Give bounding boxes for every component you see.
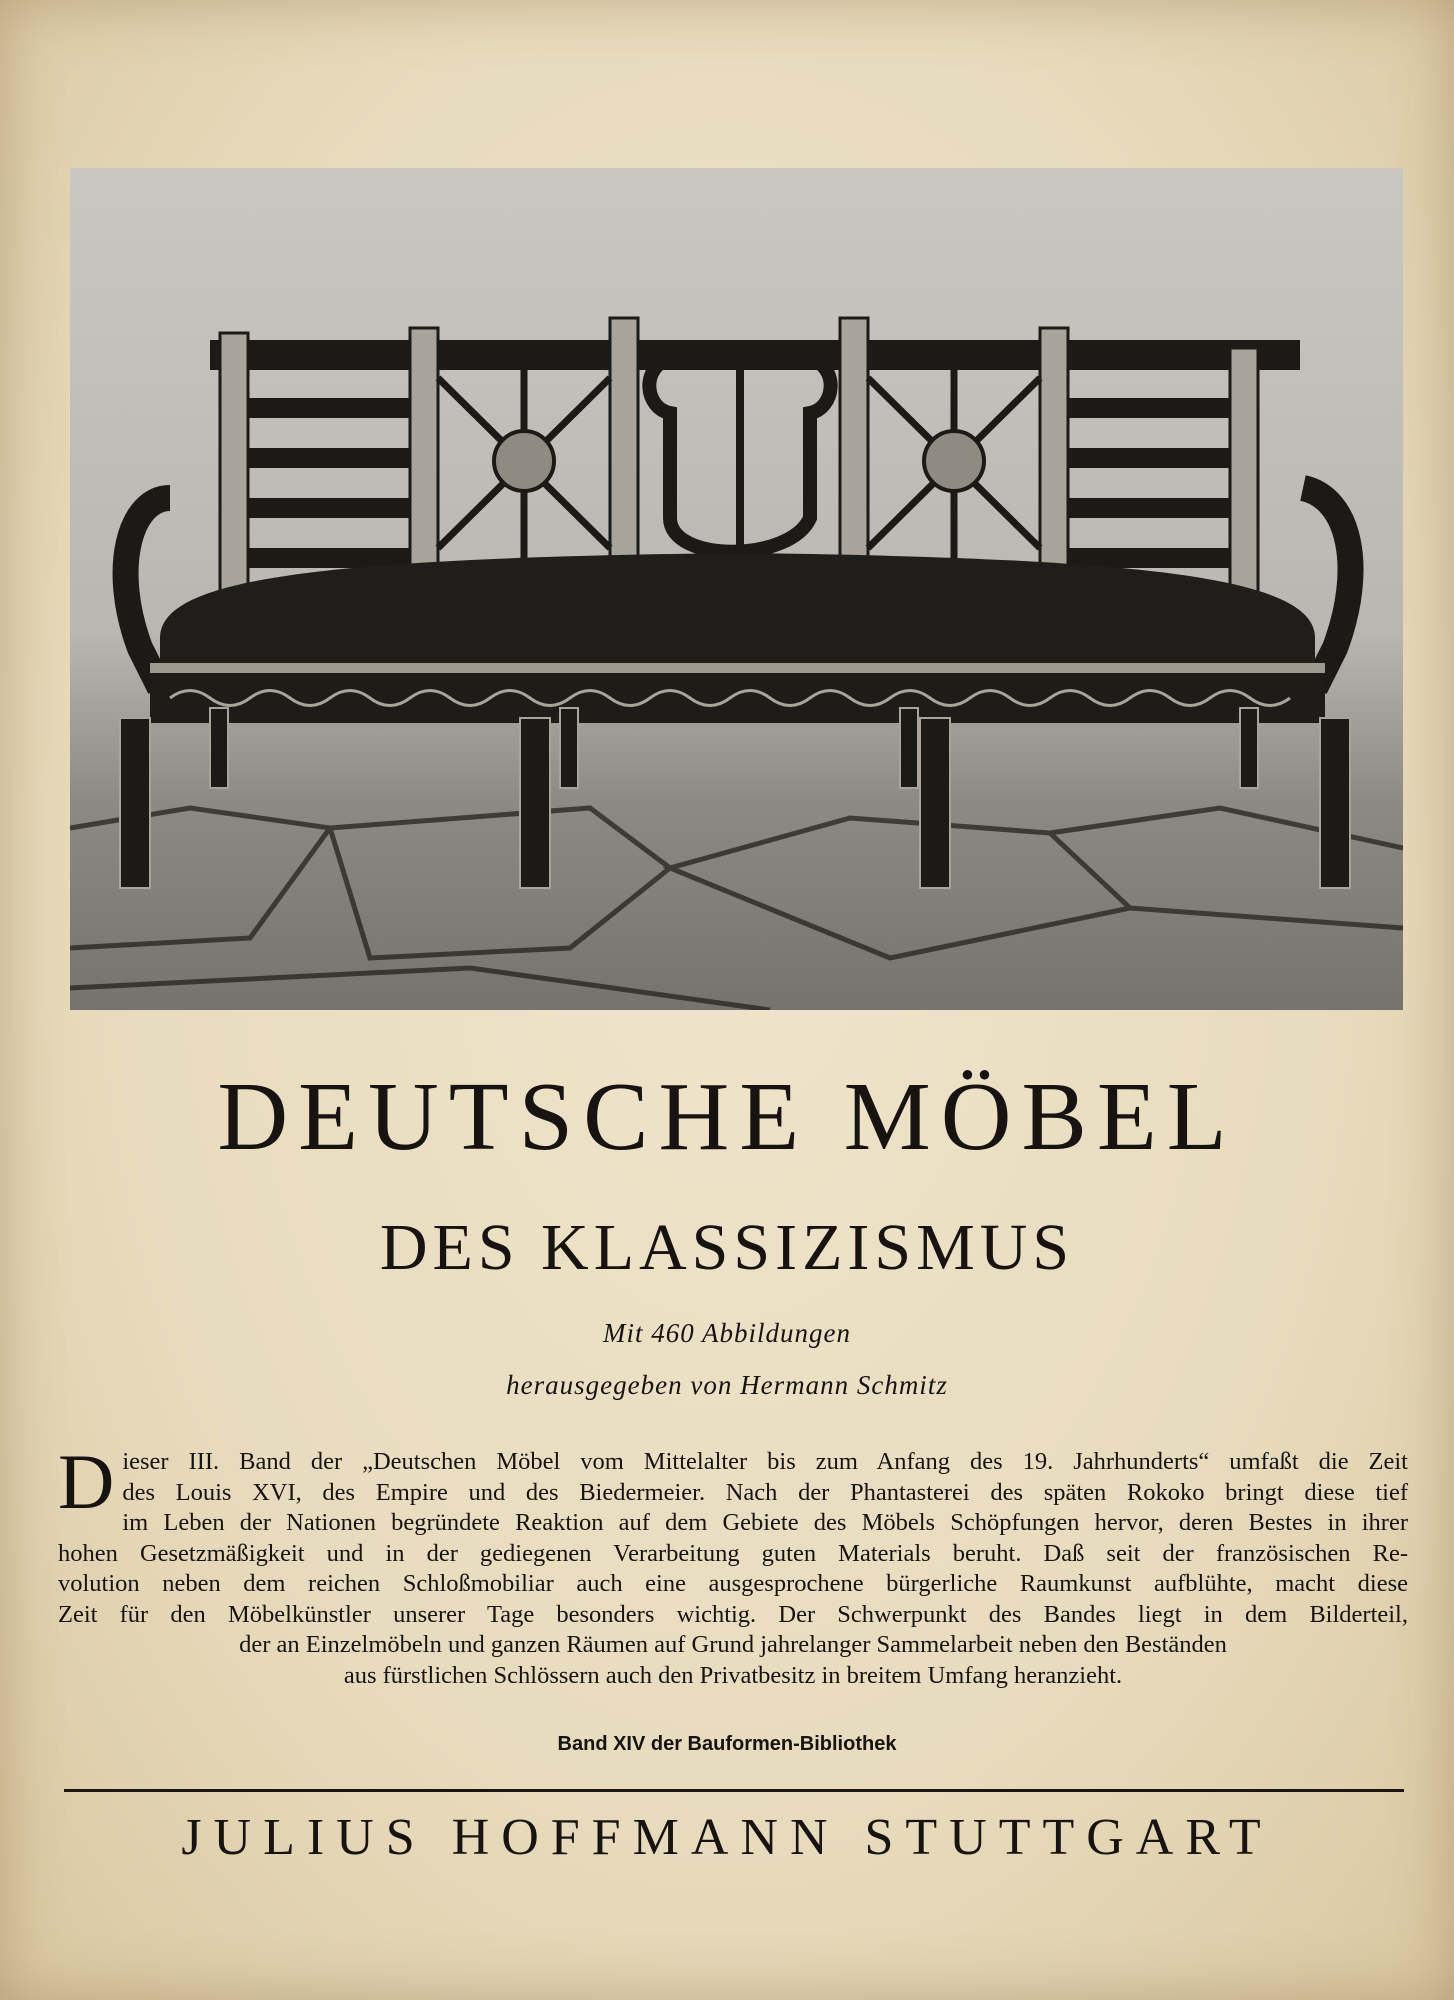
description-line: der an Einzelmöbeln und ganzen Räumen auf Grund jahrelanger Sammelarbeit neben den Beständen <box>239 1631 1227 1658</box>
illustration-count: Mit 460 Abbildungen <box>603 1318 851 1348</box>
description-line: ieser III. Band der „Deutschen Möbel vom Mittelalter bis zum Anfang des 19. Jahrhunderts“ umfaßt die Zeit <box>122 1448 1408 1475</box>
editor-credit: herausgegeben von Hermann Schmitz <box>506 1370 948 1400</box>
series-note: Band XIV der Bauformen-Bibliothek <box>557 1733 897 1755</box>
description-line: des Louis XVI, des Empire und des Biedermeier. Nach der Phantasterei des späten Rokoko bringt diese tief <box>122 1478 1408 1506</box>
drop-cap: D <box>58 1438 115 1525</box>
book-subtitle: DES KLASSIZISMUS <box>379 1211 1075 1284</box>
description-line: hohen Gesetzmäßigkeit und in der gediegenen Verarbeitung guten Materials beruht. Daß seit der französischen Re- <box>58 1539 1408 1567</box>
publisher-imprint: JULIUS HOFFMANN STUTTGART <box>181 1809 1273 1866</box>
description-line: im Leben der Nationen begründete Reaktion auf dem Gebiete des Möbels Schöpfungen hervor, deren Bestes in ihrer <box>122 1509 1408 1536</box>
classicist-sofa-image <box>70 168 1403 1010</box>
sofa-photograph <box>70 168 1403 1010</box>
description-paragraph <box>58 1438 1408 1691</box>
divider-rule <box>64 1789 1404 1792</box>
description-line: Zeit für den Möbelkünstler unserer Tage besonders wichtig. Der Schwerpunkt des Bandes liegt in dem Bilderteil, <box>58 1600 1408 1628</box>
description-line: volution neben dem reichen Schloßmobiliar auch eine ausgesprochene bürgerliche Raumkunst aufblühte, macht diese <box>58 1570 1408 1597</box>
book-title: DEUTSCHE MÖBEL <box>217 1063 1237 1171</box>
description-line: aus fürstlichen Schlössern auch den Privatbesitz in breitem Umfang heranzieht. <box>343 1661 1123 1689</box>
